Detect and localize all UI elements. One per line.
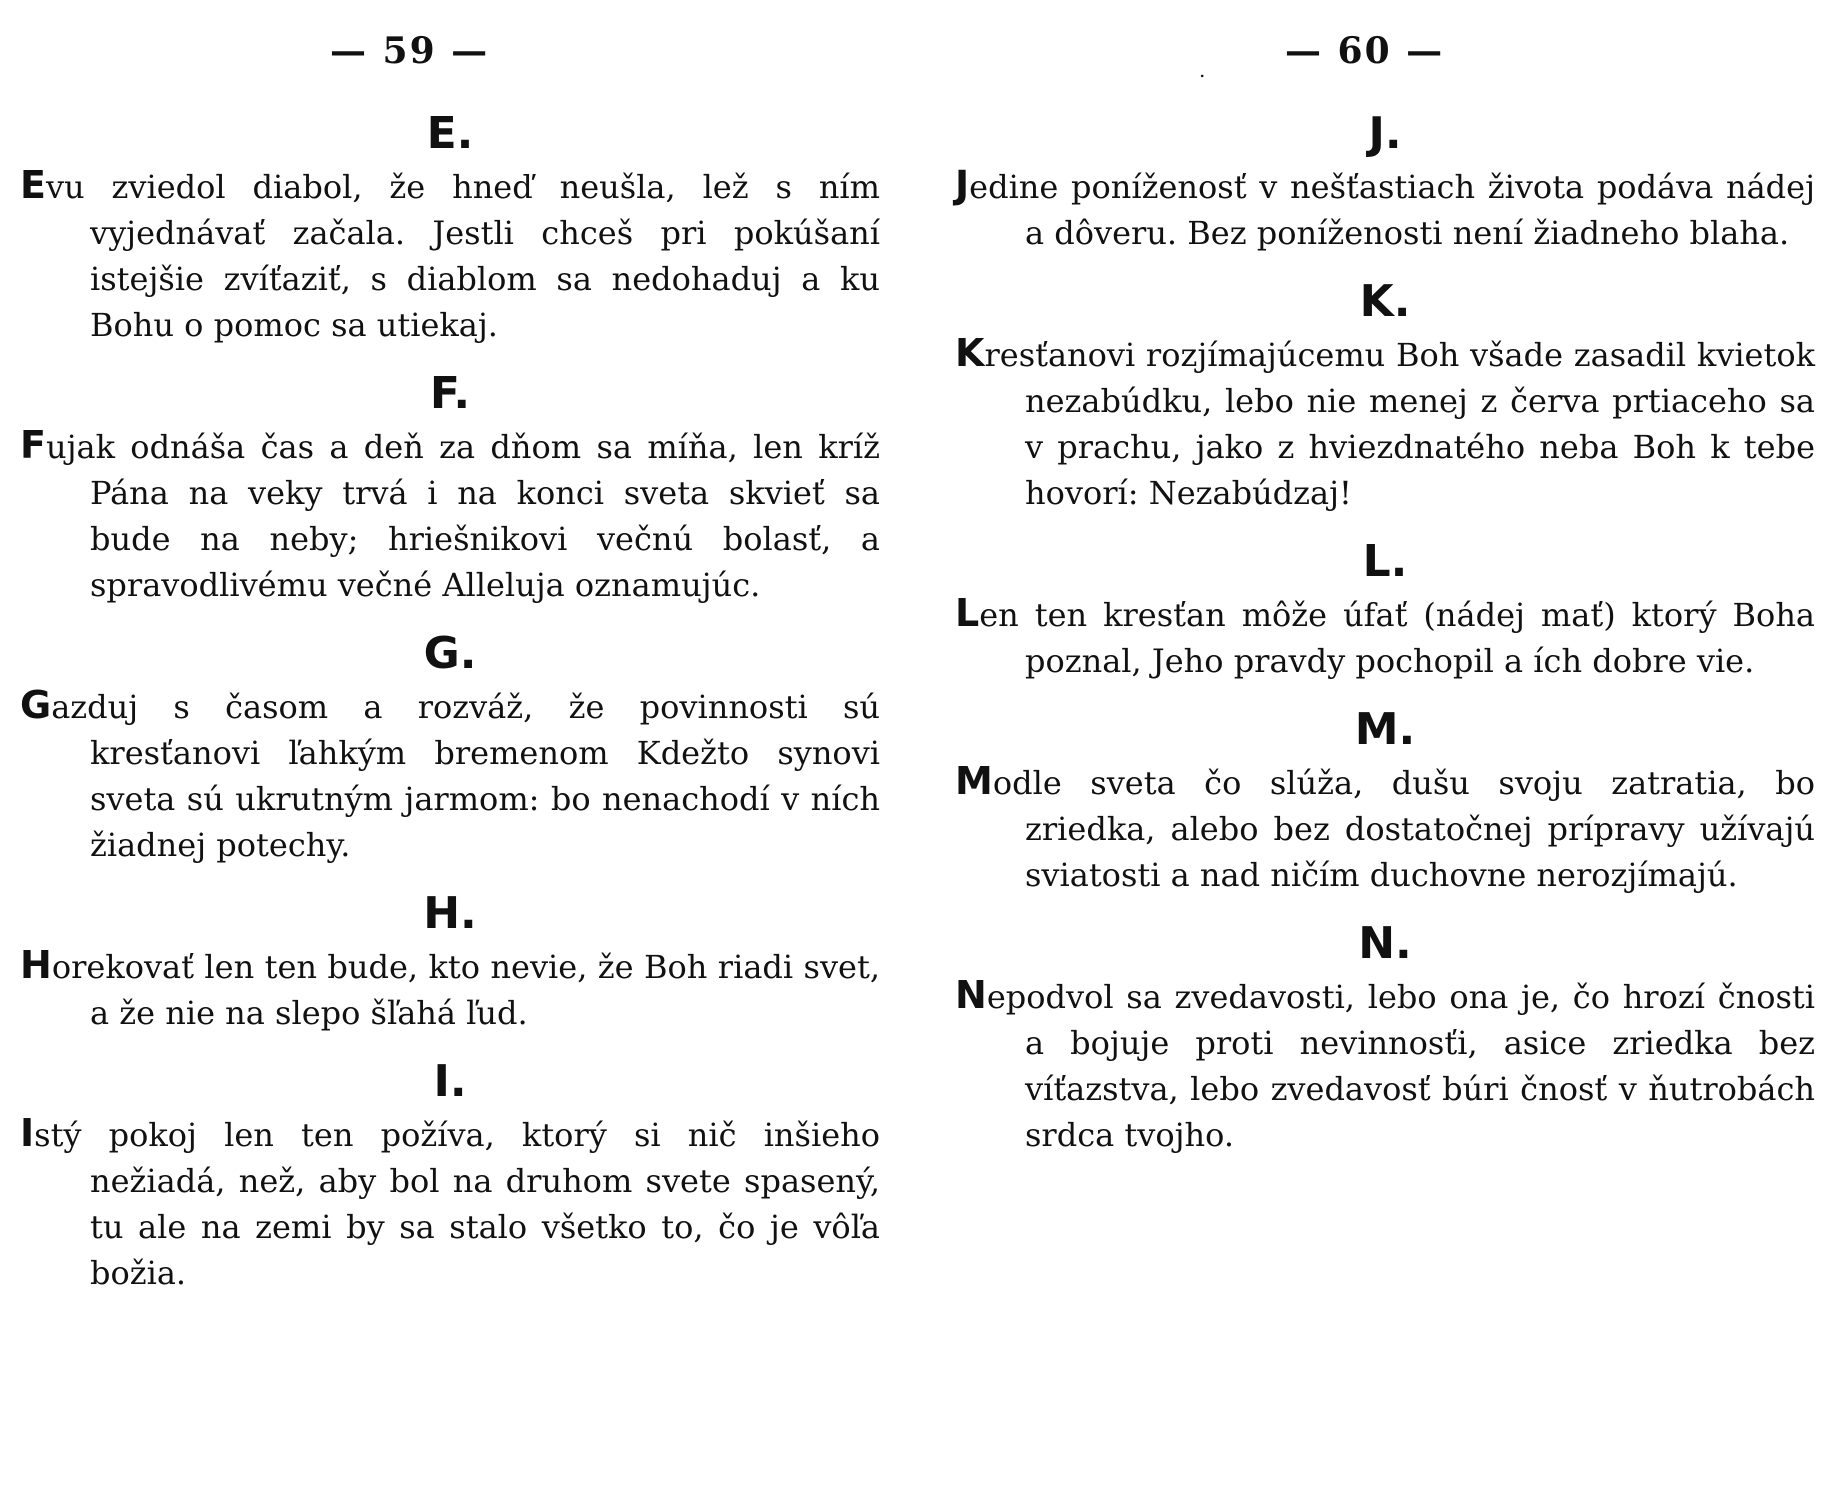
entry-j — [955, 110, 1815, 256]
section-heading-g: G. — [423, 628, 477, 679]
entry-body-f: ujak odnáša čas a deň za dňom sa míňa, len kríž Pána na veky trvá i na konci sveta skvieť sa bude na neby; hriešnikovi večnú bolasť, a spravodlivému večné Alleluja oznamujúc. — [45, 428, 880, 604]
entry-body-i: stý pokoj len ten požíva, ktorý si nič inšieho nežiadá, než, aby bol na druhom svete spasený, tu ale na zemi by sa stalo všetko to, čo je vôľa božia. — [34, 1116, 880, 1292]
initial-letter-k: K — [955, 331, 985, 375]
entry-text-h — [20, 942, 880, 1036]
initial-letter-g: G — [20, 683, 52, 727]
initial-letter-h: H — [20, 943, 52, 987]
section-heading-l: L. — [1362, 536, 1408, 587]
entry-text-i — [20, 1110, 880, 1296]
entry-body-l: en ten kresťan môže úfať (nádej mať) ktorý Boha poznal, Jeho pravdy pochopil a ích dobre vie. — [979, 596, 1815, 680]
initial-letter-e: E — [20, 163, 46, 207]
section-heading-h: H. — [423, 888, 477, 939]
left-page-content — [20, 110, 880, 1318]
entry-text-k — [955, 330, 1815, 516]
section-heading-n: N. — [1358, 918, 1412, 969]
entry-i — [20, 1058, 880, 1296]
entry-body-j: edine poníženosť v nešťastiach života podáva nádej a dôveru. Bez poníženosti není žiadneho blaha. — [969, 168, 1815, 252]
entry-text-m — [955, 758, 1815, 898]
initial-letter-m: M — [955, 759, 993, 803]
print-speck: . — [1199, 58, 1206, 82]
section-heading-m: M. — [1354, 704, 1416, 755]
page-number-left: — 59 — — [330, 30, 490, 72]
entry-text-f — [20, 422, 880, 608]
initial-letter-j: J — [955, 163, 970, 207]
section-heading-k: K. — [1359, 276, 1411, 327]
section-heading-e: E. — [426, 108, 474, 159]
initial-letter-n: N — [955, 973, 987, 1017]
entry-g — [20, 630, 880, 868]
entry-text-l — [955, 590, 1815, 684]
entry-n — [955, 920, 1815, 1158]
left-page — [20, 0, 920, 1500]
entry-f — [20, 370, 880, 608]
section-heading-i: I. — [433, 1056, 467, 1107]
entry-m — [955, 706, 1815, 898]
entry-k — [955, 278, 1815, 516]
entry-e — [20, 110, 880, 348]
right-page — [955, 0, 1830, 1500]
entry-body-h: orekovať len ten bude, kto nevie, že Boh riadi svet, a že nie na slepo šľahá ľud. — [51, 948, 880, 1032]
section-heading-f: F. — [429, 368, 471, 419]
entry-body-e: vu zviedol diabol, že hneď neušla, lež s ním vyjednávať začala. Jestli chceš pri pokúšaní istejšie zvíťaziť, s diablom sa nedohaduj a ku Bohu o pomoc sa utiekaj. — [45, 168, 880, 344]
section-heading-j: J. — [1368, 108, 1402, 159]
entry-text-e — [20, 162, 880, 348]
entry-body-k: resťanovi rozjímajúcemu Boh všade zasadil kvietok nezabúdku, lebo nie menej z červa prtiaceho sa v prachu, jako z hviezdnatého neba Boh k tebe hovorí: Nezabúdzaj! — [984, 336, 1815, 512]
entry-text-g — [20, 682, 880, 868]
initial-letter-l: L — [955, 591, 980, 635]
entry-h — [20, 890, 880, 1036]
entry-text-j — [955, 162, 1815, 256]
entry-l — [955, 538, 1815, 684]
page-number-right: — 60 — — [1285, 30, 1445, 72]
entry-text-n — [955, 972, 1815, 1158]
entry-body-m: odle sveta čo slúža, dušu svoju zatratia, bo zriedka, alebo bez dostatočnej prípravy užívajú sviatosti a nad ničím duchovne nerozjímajú. — [992, 764, 1815, 894]
initial-letter-i: I — [20, 1111, 35, 1155]
entry-body-g: azduj s časom a rozváž, že povinnosti sú kresťanovi ľahkým bremenom Kdežto synovi sveta sú ukrutným jarmom: bo nenachodí v ních žiadnej potechy. — [51, 688, 880, 864]
initial-letter-f: F — [20, 423, 46, 467]
right-page-content — [955, 110, 1815, 1180]
entry-body-n: epodvol sa zvedavosti, lebo ona je, čo hrozí čnosti a bojuje proti nevinnosťi, asice zriedka bez víťazstva, lebo zvedavosť búri čnosť v ňutrobách srdca tvojho. — [986, 978, 1815, 1154]
